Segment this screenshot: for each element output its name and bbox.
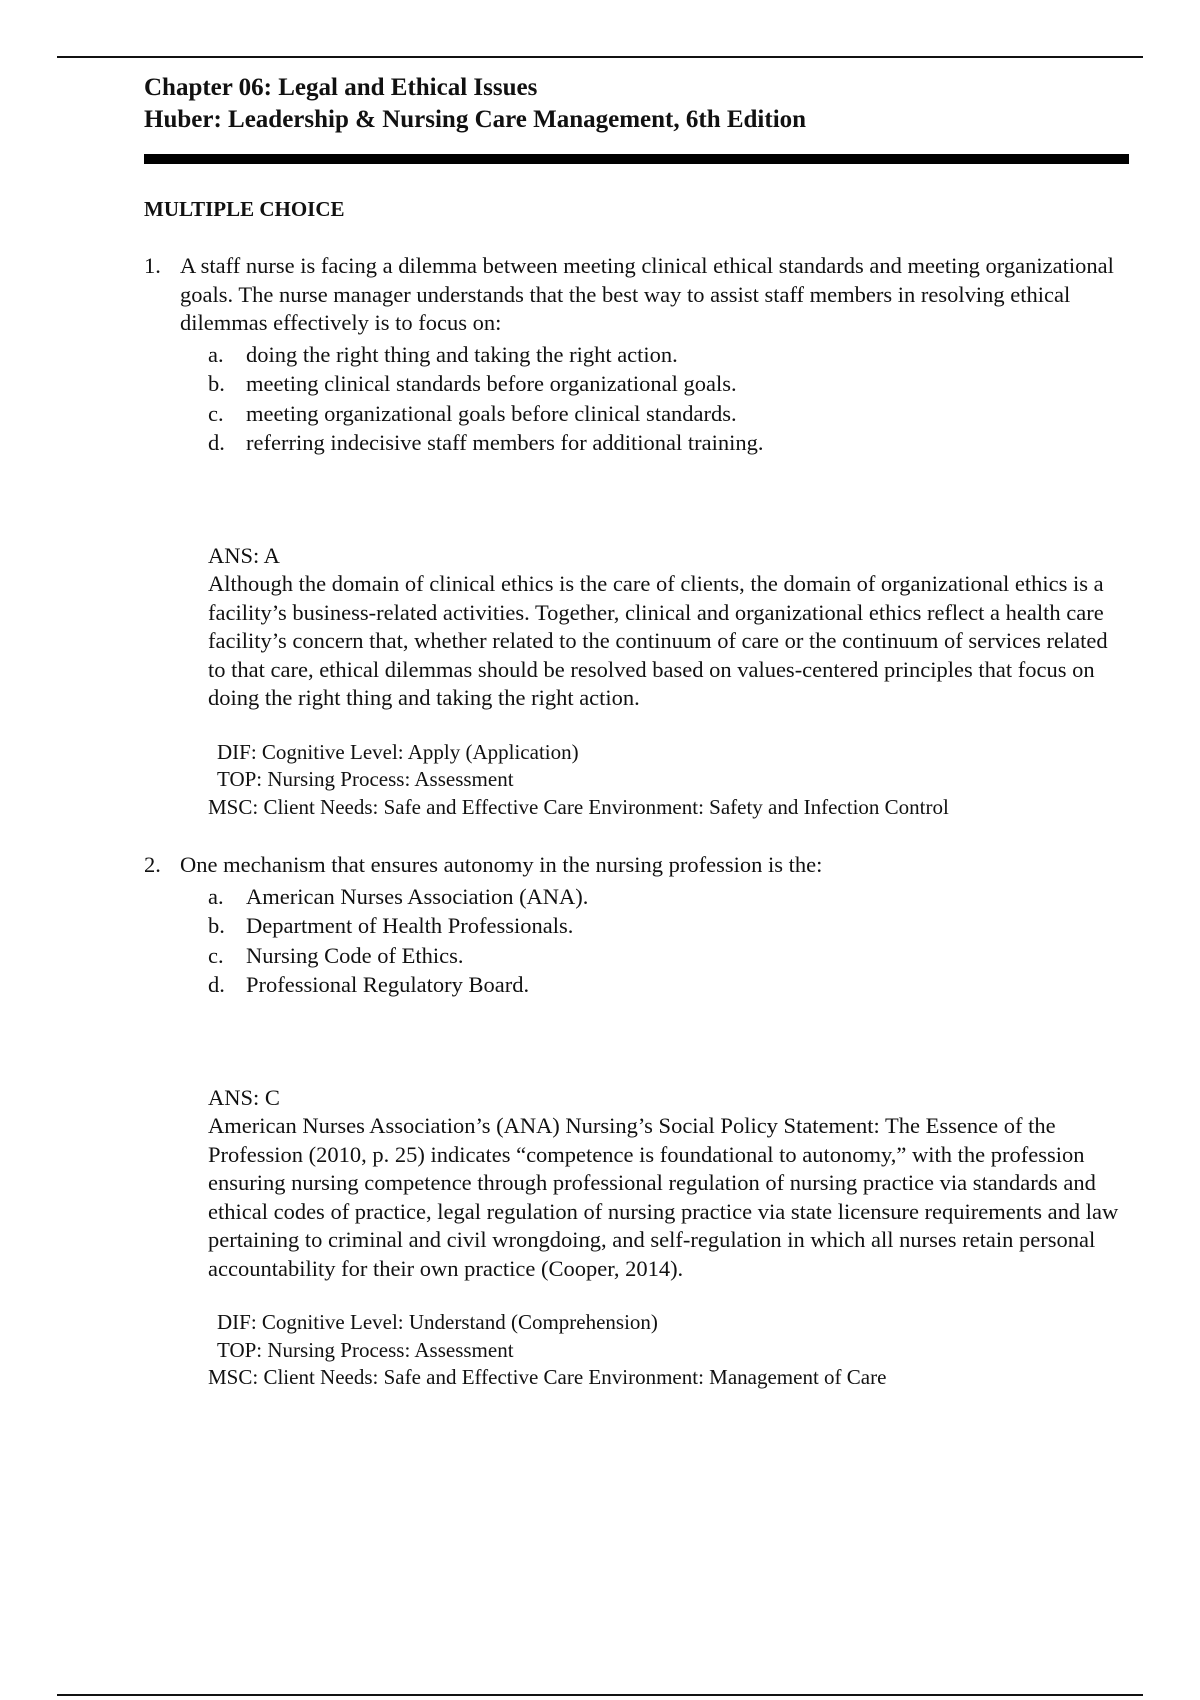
option-a [208, 882, 1129, 912]
answer-options [208, 882, 1129, 1000]
option-a [208, 340, 1129, 370]
question-stem: One mechanism that ensures autonomy in the nursing profession is the: [180, 852, 823, 877]
answer-key: ANS: A [208, 542, 280, 568]
answer-key: ANS: C [208, 1084, 280, 1110]
document-page [144, 72, 1129, 1392]
option-d [208, 970, 1129, 1000]
option-d [208, 428, 1129, 458]
client-needs: MSC: Client Needs: Safe and Effective Care Environment: Safety and Infection Control [208, 794, 949, 819]
option-letter: d. [208, 972, 225, 997]
option-letter: a. [208, 883, 224, 909]
option-letter: c. [208, 400, 224, 426]
answer-options [208, 340, 1129, 458]
option-text: meeting clinical standards before organizational goals. [246, 371, 737, 396]
topic: TOP: Nursing Process: Assessment [217, 1337, 514, 1362]
client-needs: MSC: Client Needs: Safe and Effective Care Environment: Management of Care [208, 1365, 887, 1389]
option-text: Nursing Code of Ethics. [246, 942, 464, 968]
option-c [208, 399, 1129, 429]
question-2 [144, 851, 1129, 1000]
section-heading: MULTIPLE CHOICE [144, 197, 345, 221]
chapter-title: Chapter 06: Legal and Ethical Issues [144, 74, 538, 101]
answer-block-2 [208, 1084, 1129, 1392]
option-text: Professional Regulatory Board. [246, 972, 530, 997]
question-1 [144, 252, 1129, 458]
option-letter: a. [208, 341, 224, 367]
difficulty-level: DIF: Cognitive Level: Apply (Application) [217, 739, 579, 764]
question-metadata [208, 1309, 1129, 1392]
option-letter: b. [208, 371, 225, 396]
question-metadata [208, 739, 1129, 822]
top-rule [57, 56, 1143, 58]
option-c [208, 941, 1129, 971]
option-b [208, 911, 1129, 941]
option-text: Department of Health Professionals. [246, 913, 574, 938]
option-letter: d. [208, 430, 225, 455]
question-number: 1. [144, 253, 161, 278]
answer-block-1 [208, 542, 1129, 822]
option-text: American Nurses Association (ANA). [246, 883, 589, 909]
option-text: referring indecisive staff members for additional training. [246, 430, 764, 455]
option-letter: b. [208, 913, 225, 938]
rationale: American Nurses Association’s (ANA) Nursing’s Social Policy Statement: The Essence of the Profession (2010, p. 25) indicates “competence is foundational to autonomy,” with the profession ensuring nursing competence through professional regulation of nursing practice via standards and ethical codes of practice, legal regulation of nursing practice via state licensure requirements and law pertaining to criminal and civil wrongdoing, and self-regulation in which all nurses retain personal accountability for their own practice (Cooper, 2014). [208, 1113, 1119, 1281]
question-number: 2. [144, 852, 161, 877]
option-text: meeting organizational goals before clinical standards. [246, 400, 737, 426]
difficulty-level: DIF: Cognitive Level: Understand (Comprehension) [217, 1310, 658, 1334]
header-divider [144, 154, 1129, 164]
option-b [208, 369, 1129, 399]
book-title: Huber: Leadership & Nursing Care Management, 6th Edition [144, 106, 807, 133]
question-stem: A staff nurse is facing a dilemma between meeting clinical ethical standards and meeting organizational goals. The nurse manager understands that the best way to assist staff members in resolving ethical dilemmas effectively is to focus on: [180, 253, 1114, 335]
option-text: doing the right thing and taking the right action. [246, 341, 678, 367]
bottom-rule [57, 1694, 1143, 1696]
rationale: Although the domain of clinical ethics is the care of clients, the domain of organizational ethics is a facility’s business-related activities. Together, clinical and organizational ethics reflect a health care facility’s concern that, whether related to the continuum of care or the continuum of services related to that care, ethical dilemmas should be resolved based on values-centered principles that focus on doing the right thing and taking the right action. [208, 571, 1108, 710]
option-letter: c. [208, 942, 224, 968]
topic: TOP: Nursing Process: Assessment [217, 767, 514, 791]
